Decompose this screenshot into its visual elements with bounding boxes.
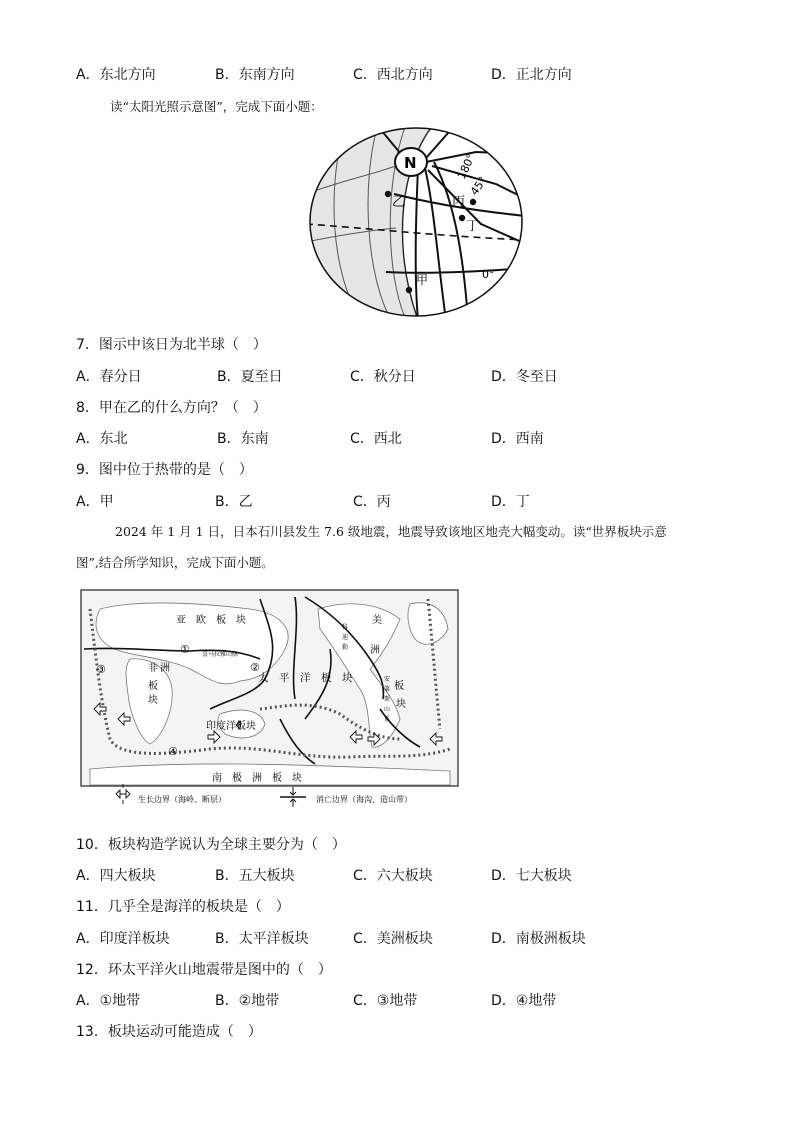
- q7-option-d: D．冬至日: [491, 369, 558, 385]
- option-d: D．正北方向: [491, 67, 572, 83]
- q12-option-d: D．④地带: [491, 993, 557, 1009]
- point-yi: [385, 191, 391, 197]
- plate-america-3: 板: [394, 681, 404, 692]
- q7-option-c: C．秋分日: [350, 369, 416, 385]
- point-jia: [406, 287, 412, 293]
- question-11: 11．几乎全是海洋的板块是（ ）: [76, 899, 290, 915]
- question-7: 7．图示中该日为北半球（ ）: [76, 337, 267, 353]
- plate-america-2: 洲: [370, 645, 380, 656]
- label-yi: 乙: [392, 195, 406, 210]
- map-legend: [116, 784, 412, 807]
- question-10: 10．板块构造学说认为全球主要分为（ ）: [76, 837, 346, 853]
- q11-option-c: C．美洲板块: [353, 931, 433, 947]
- q9-option-c: C．丙: [353, 494, 391, 510]
- plate-africa-2: 洲: [160, 663, 170, 674]
- north-pole-label: N: [404, 154, 417, 172]
- label-rocky-2: 迪: [342, 634, 349, 641]
- q10-option-c: C．六大板块: [353, 868, 433, 884]
- marker-4: ④: [168, 745, 178, 758]
- plate-antarctic: 南 极 洲 板 块: [212, 773, 302, 784]
- q11-option-d: D．南极洲板块: [491, 931, 586, 947]
- plate-africa-4: 块: [148, 695, 158, 706]
- plate-africa-1: 非: [148, 663, 158, 674]
- q12-option-a: A．①地带: [76, 993, 141, 1009]
- question-12: 12．环太平洋火山地震带是图中的（ ）: [76, 962, 332, 978]
- legend-growth: 生长边界（海岭、断层）: [138, 795, 226, 804]
- label-andes-2: 第: [384, 686, 391, 693]
- label-45: 45°: [467, 174, 490, 198]
- option-c: C．西北方向: [353, 67, 433, 83]
- label-180: 180°: [454, 151, 478, 182]
- q10-option-d: D．七大板块: [491, 868, 572, 884]
- point-bing: [470, 199, 476, 205]
- sunlight-globe-figure: [306, 124, 526, 320]
- world-plates-map: [80, 589, 460, 815]
- point-ding: [459, 215, 465, 221]
- q9-option-b: B．乙: [215, 494, 253, 510]
- q8-option-c: C．西北: [350, 431, 402, 447]
- intro-earthquake-line2: 图”,结合所学知识，完成下面小题。: [76, 555, 274, 570]
- plate-eurasia: 亚 欧 板 块: [176, 615, 246, 626]
- q8-option-b: B．东南: [217, 431, 269, 447]
- intro-earthquake-line1: 2024 年 1 月 1 日，日本石川县发生 7.6 级地震，地震导致该地区地壳大幅变动。读“世界板块示意: [115, 524, 667, 539]
- plate-america-1: 美: [372, 615, 382, 626]
- q12-option-c: C．③地带: [353, 993, 418, 1009]
- q11-option-b: B．太平洋板块: [215, 931, 309, 947]
- label-0: 0°: [482, 268, 495, 281]
- marker-3: ③: [96, 663, 106, 676]
- q11-option-a: A．印度洋板块: [76, 931, 170, 947]
- q10-option-b: B．五大板块: [215, 868, 295, 884]
- label-andes-3: 斯: [384, 696, 391, 703]
- legend-subduction: 消亡边界（海沟、造山带）: [316, 795, 412, 804]
- label-rocky-3: 勒: [342, 644, 349, 651]
- q9-option-a: A．甲: [76, 494, 114, 510]
- marker-2: ②: [250, 661, 260, 674]
- plate-america-4: 块: [396, 699, 406, 710]
- label-jia: 甲: [416, 273, 429, 287]
- label-andes-5: 系: [384, 716, 391, 723]
- label-andes-1: 安: [384, 676, 391, 683]
- option-a: A．东北方向: [76, 67, 156, 83]
- intro-sunlight: 读“太阳光照示意图”，完成下面小题：: [110, 99, 323, 114]
- label-andes-4: 山: [384, 706, 391, 713]
- q10-option-a: A．四大板块: [76, 868, 156, 884]
- q7-option-a: A．春分日: [76, 369, 142, 385]
- q9-option-d: D．丁: [491, 494, 530, 510]
- label-ding: 丁: [466, 219, 480, 234]
- question-13: 13．板块运动可能造成（ ）: [76, 1024, 262, 1040]
- label-rocky-1: 科: [342, 624, 349, 631]
- plate-pacific: 太 平 洋 板 块: [258, 672, 353, 684]
- q8-option-a: A．东北: [76, 431, 128, 447]
- label-himalaya: 喜马拉雅山脉: [202, 651, 239, 658]
- option-b: B．东南方向: [215, 67, 295, 83]
- label-bing: 丙: [452, 195, 466, 210]
- q7-option-b: B．夏至日: [217, 369, 283, 385]
- question-8: 8．甲在乙的什么方向？（ ）: [76, 400, 267, 416]
- plate-indian: 印度洋板块: [206, 721, 256, 732]
- question-9: 9．图中位于热带的是（ ）: [76, 462, 253, 478]
- marker-1: ①: [180, 643, 190, 656]
- q8-option-d: D．西南: [491, 431, 544, 447]
- plate-africa-3: 板: [148, 681, 158, 692]
- q12-option-b: B．②地带: [215, 993, 280, 1009]
